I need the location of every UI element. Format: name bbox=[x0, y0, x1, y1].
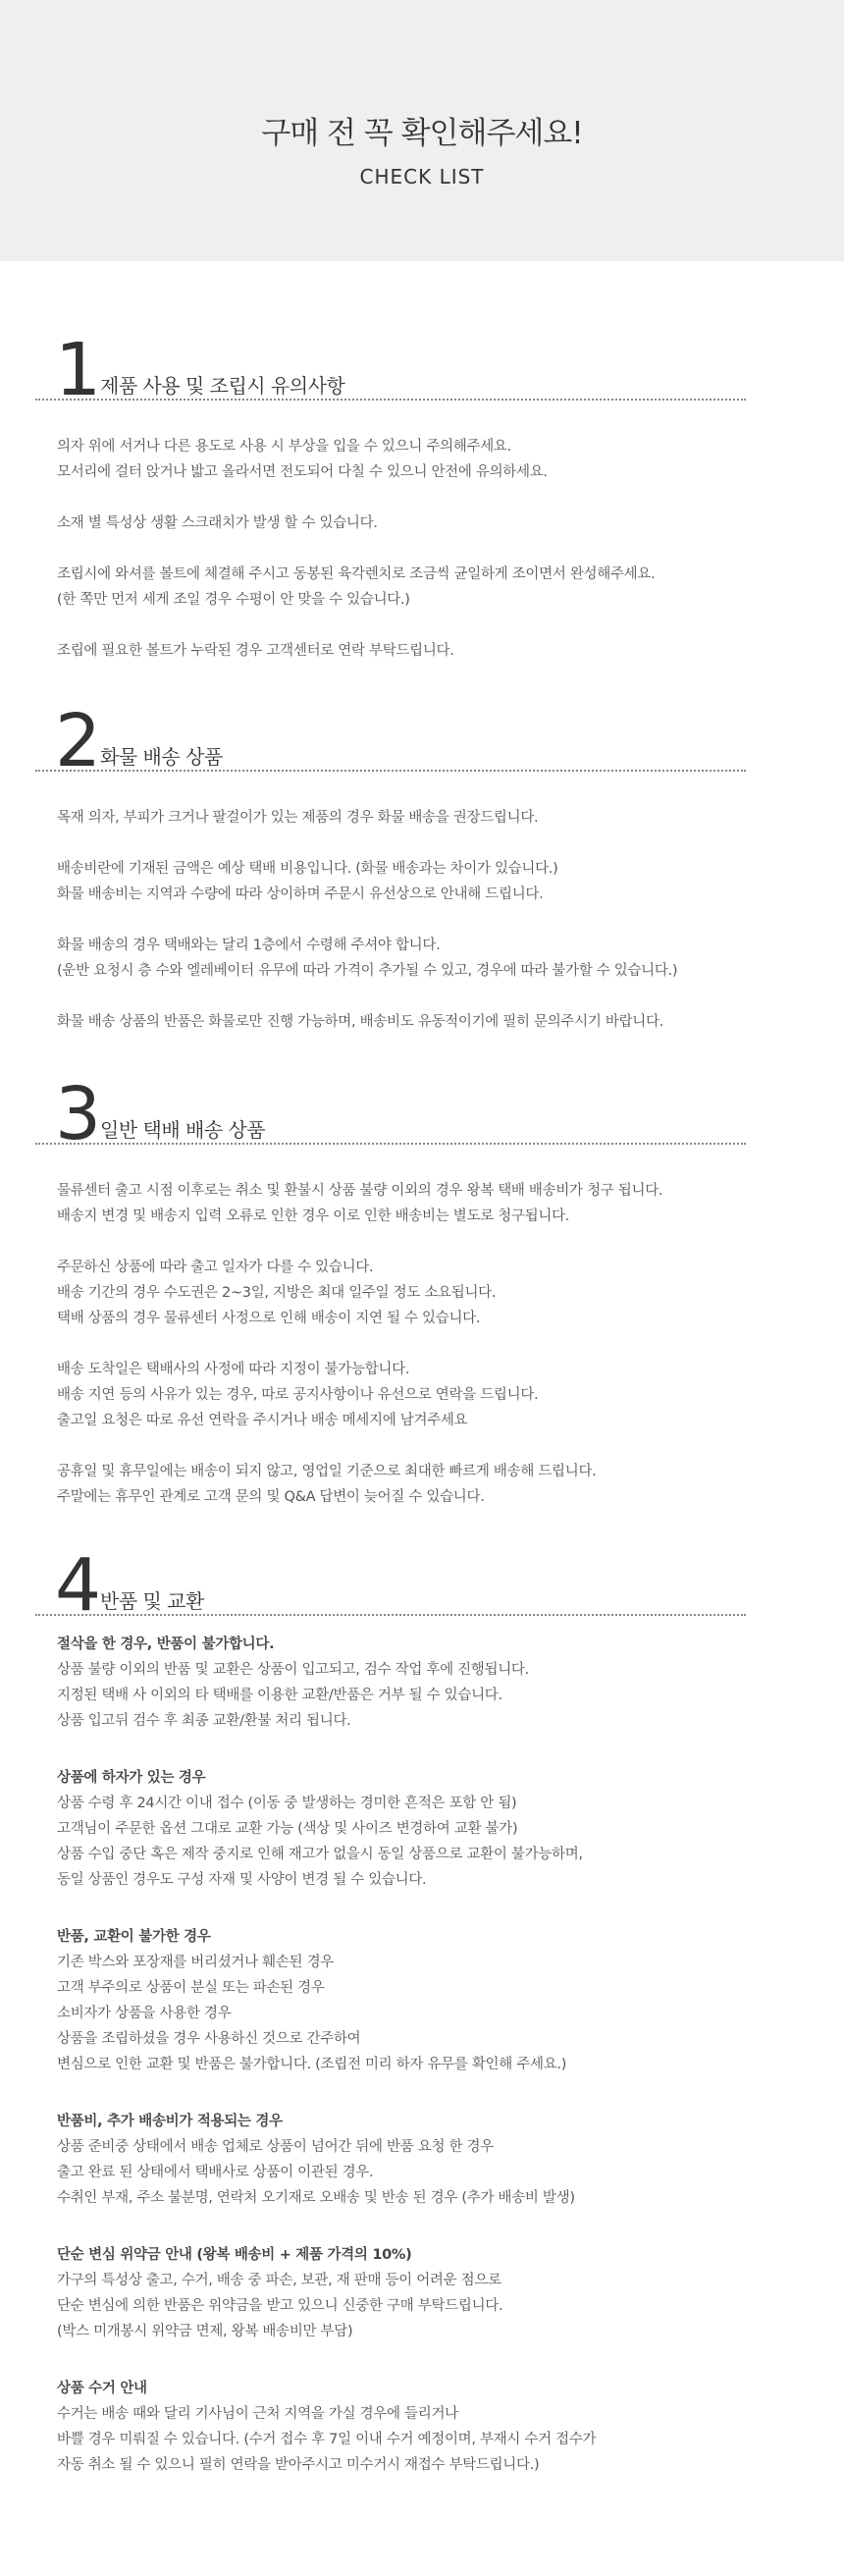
text-line: 지정된 택배 사 이외의 타 택배를 이용한 교환/반품은 거부 될 수 있습니다. bbox=[57, 1688, 502, 1703]
text-line: 목재 의자, 부피가 크거나 팔걸이가 있는 제품의 경우 화물 배송을 권장드립니다. bbox=[57, 810, 539, 826]
section-title: 화물 배송 상품 bbox=[100, 745, 223, 769]
text-line: 배송지 변경 및 배송지 입력 오류로 인한 경우 이로 인한 배송비는 별도로 청구됩니다. bbox=[57, 1208, 570, 1224]
checklist-header bbox=[0, 0, 844, 261]
text-line: 배송비란에 기재된 금액은 예상 택배 비용입니다. (화물 배송과는 차이가 있습니다.) bbox=[57, 861, 558, 877]
text-line: 바쁠 경우 미뤄질 수 있습니다. (수거 접수 후 7일 이내 수거 예정이며, 부재시 수거 접수가 bbox=[57, 2432, 597, 2447]
text-line: 택배 상품의 경우 물류센터 사정으로 인해 배송이 지연 될 수 있습니다. bbox=[57, 1311, 481, 1326]
text-line: 단순 변심에 의한 반품은 위약금을 받고 있으니 신중한 구매 부탁드립니다. bbox=[57, 2298, 503, 2314]
group-heading: 반품, 교환이 불가한 경우 bbox=[57, 1929, 211, 1945]
text-line: 물류센터 출고 시점 이후로는 취소 및 환불시 상품 불량 이외의 경우 왕복 택배 배송비가 청구 됩니다. bbox=[57, 1183, 663, 1199]
text-line: 기존 박스와 포장재를 버리셨거나 훼손된 경우 bbox=[57, 1955, 334, 1970]
text-line: 상품 입고뒤 검수 후 최종 교환/환불 처리 됩니다. bbox=[57, 1713, 351, 1729]
text-line: 조립시에 와셔를 볼트에 체결해 주시고 동봉된 육각렌치로 조금씩 균일하게 조이면서 완성해주세요. bbox=[57, 566, 656, 582]
text-line: 상품을 조립하셨을 경우 사용하신 것으로 간주하여 bbox=[57, 2031, 361, 2047]
text-line: 자동 취소 될 수 있으니 필히 연락을 받아주시고 미수거시 재접수 부탁드립니다.) bbox=[57, 2457, 540, 2473]
section-title: 일반 택배 배송 상품 bbox=[100, 1118, 266, 1142]
text-line: 상품 수입 중단 혹은 제작 중지로 인해 재고가 없을시 동일 상품으로 교환이 불가능하며, bbox=[57, 1847, 583, 1862]
section-heading bbox=[35, 328, 746, 412]
section-number: 4 bbox=[55, 1543, 102, 1628]
section-number: 2 bbox=[55, 699, 102, 783]
group-heading: 상품 수거 안내 bbox=[57, 2381, 147, 2396]
text-line: 주문하신 상품에 따라 출고 일자가 다를 수 있습니다. bbox=[57, 1260, 374, 1275]
text-line: (박스 미개봉시 위약금 면제, 왕복 배송비만 부담) bbox=[57, 2324, 353, 2339]
section-title: 제품 사용 및 조립시 유의사항 bbox=[100, 374, 345, 398]
text-line: 화물 배송비는 지역과 수량에 따라 상이하며 주문시 유선상으로 안내해 드립니다. bbox=[57, 886, 544, 902]
page-subtitle: CHECK LIST bbox=[359, 165, 485, 188]
text-line: 배송 기간의 경우 수도권은 2~3일, 지방은 최대 일주일 정도 소요됩니다. bbox=[57, 1285, 497, 1301]
section-returns-exchange bbox=[35, 1543, 746, 2478]
text-line: 상품 불량 이외의 반품 및 교환은 상품이 입고되고, 검수 작업 후에 진행됩니다. bbox=[57, 1662, 529, 1678]
section-body bbox=[35, 1632, 746, 2478]
section-product-usage bbox=[35, 328, 746, 664]
text-line: 동일 상품인 경우도 구성 자재 및 사양이 변경 될 수 있습니다. bbox=[57, 1872, 427, 1888]
section-number: 3 bbox=[55, 1072, 102, 1156]
text-line: 상품 수령 후 24시간 이내 접수 (이동 중 발생하는 경미한 흔적은 포함 안 됨) bbox=[57, 1796, 517, 1811]
section-title: 반품 및 교환 bbox=[100, 1589, 204, 1613]
section-body bbox=[35, 434, 746, 664]
section-heading bbox=[35, 699, 746, 783]
text-line: 배송 도착일은 택배사의 사정에 따라 지정이 불가능합니다. bbox=[57, 1362, 410, 1377]
text-line: 배송 지연 등의 사유가 있는 경우, 따로 공지사항이나 유선으로 연락을 드립니다. bbox=[57, 1387, 539, 1403]
text-line: 모서리에 걸터 앉거나 밟고 올라서면 전도되어 다칠 수 있으니 안전에 유의하세요. bbox=[57, 464, 548, 480]
text-line: 가구의 특성상 출고, 수거, 배송 중 파손, 보관, 재 판매 등이 어려운 점으로 bbox=[57, 2273, 501, 2288]
text-line: 공휴일 및 휴무일에는 배송이 되지 않고, 영업일 기준으로 최대한 빠르게 배송해 드립니다. bbox=[57, 1464, 597, 1479]
text-line: 주말에는 휴무인 관계로 고객 문의 및 Q&A 답변이 늦어질 수 있습니다. bbox=[57, 1489, 485, 1505]
text-line: 변심으로 인한 교환 및 반품은 불가합니다. (조립전 미리 하자 유무를 확인해 주세요.) bbox=[57, 2057, 567, 2072]
group-heading: 반품비, 추가 배송비가 적용되는 경우 bbox=[57, 2114, 283, 2129]
text-line: 화물 배송 상품의 반품은 화물로만 진행 가능하며, 배송비도 유동적이기에 필히 문의주시기 바랍니다. bbox=[57, 1014, 664, 1030]
text-line: 고객 부주의로 상품이 분실 또는 파손된 경우 bbox=[57, 1980, 325, 1996]
text-line: 수취인 부재, 주소 불분명, 연락처 오기재로 오배송 및 반송 된 경우 (추가 배송비 발생) bbox=[57, 2190, 575, 2206]
group-heading: 상품에 하자가 있는 경우 bbox=[57, 1770, 206, 1786]
text-line: 소비자가 상품을 사용한 경우 bbox=[57, 2006, 232, 2021]
text-line: 출고 완료 된 상태에서 택배사로 상품이 이관된 경우. bbox=[57, 2165, 374, 2180]
section-freight-delivery bbox=[35, 699, 746, 1035]
text-line: 출고일 요청은 따로 유선 연락을 주시거나 배송 메세지에 남겨주세요 bbox=[57, 1413, 468, 1428]
text-line: 상품 준비중 상태에서 배송 업체로 상품이 넘어간 뒤에 반품 요청 한 경우 bbox=[57, 2139, 494, 2155]
section-number: 1 bbox=[55, 328, 102, 412]
text-line: 소재 별 특성상 생활 스크래치가 발생 할 수 있습니다. bbox=[57, 515, 378, 531]
text-line: (한 쪽만 먼저 세게 조일 경우 수평이 안 맞을 수 있습니다.) bbox=[57, 592, 410, 608]
text-line: 수거는 배송 때와 달리 기사님이 근처 지역을 가실 경우에 들리거나 bbox=[57, 2406, 458, 2422]
group-heading: 단순 변심 위약금 안내 (왕복 배송비 + 제품 가격의 10%) bbox=[57, 2247, 412, 2263]
section-body bbox=[35, 805, 746, 1035]
section-heading bbox=[35, 1072, 746, 1156]
text-line: 화물 배송의 경우 택배와는 달리 1층에서 수령해 주셔야 합니다. bbox=[57, 938, 441, 953]
text-line: 고객님이 주문한 옵션 그대로 교환 가능 (색상 및 사이즈 변경하여 교환 불가) bbox=[57, 1821, 518, 1837]
text-line: (운반 요청시 층 수와 엘레베이터 유무에 따라 가격이 추가될 수 있고, 경우에 따라 불가할 수 있습니다.) bbox=[57, 963, 678, 979]
section-body bbox=[35, 1178, 746, 1510]
text-line: 조립에 필요한 볼트가 누락된 경우 고객센터로 연락 부탁드립니다. bbox=[57, 643, 454, 659]
section-heading bbox=[35, 1543, 746, 1628]
section-parcel-delivery bbox=[35, 1072, 746, 1510]
group-heading: 절삭을 한 경우, 반품이 불가합니다. bbox=[57, 1637, 275, 1652]
text-line: 의자 위에 서거나 다른 용도로 사용 시 부상을 입을 수 있으니 주의해주세요. bbox=[57, 439, 511, 455]
page-title: 구매 전 꼭 확인해주세요! bbox=[261, 116, 583, 151]
